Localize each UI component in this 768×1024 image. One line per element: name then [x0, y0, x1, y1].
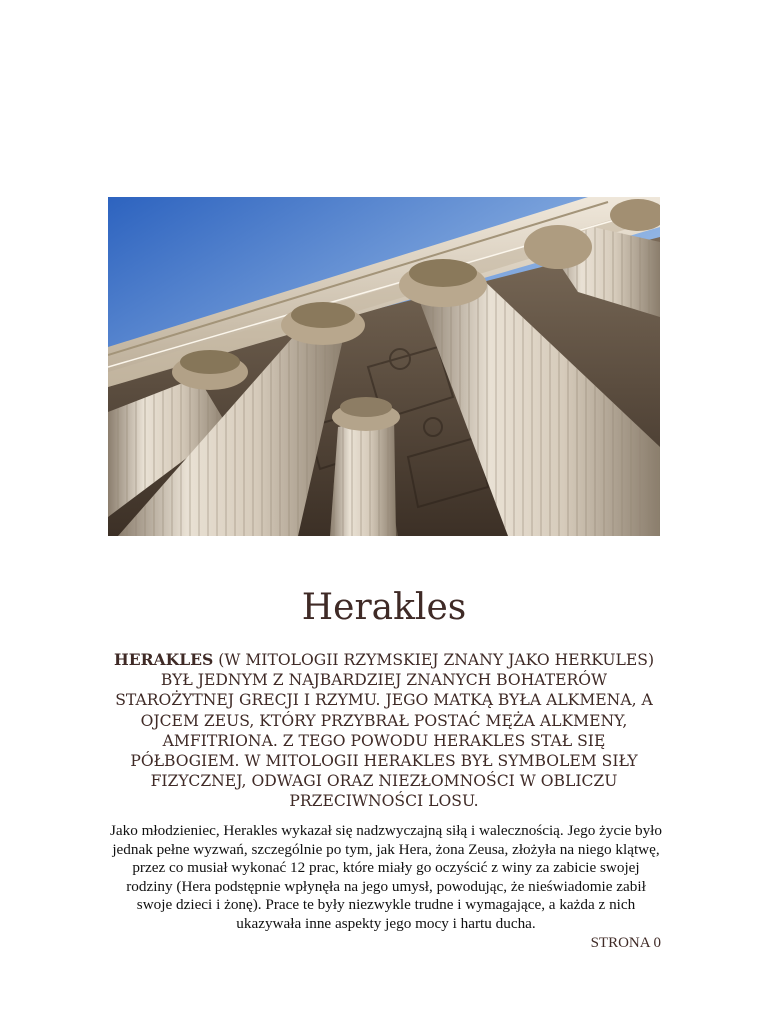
lead-bold-name: HERAKLES	[113, 650, 214, 669]
body-paragraph: Jako młodzieniec, Herakles wykazał się nadzwyczajną siłą i walecznością. Jego życie było jednak pełne wyzwań, szczególnie po tym, jak Hera, żona Zeusa, złożyła na niego klątwę, przez co musiał wykonać 12 prac, które miały go oczyścić z winy za zabicie swojej rodziny (Hera podstępnie wpłynęła na jego umysł, powodując, że nieświadomie zabił swoje dzieci i żonę). Prace te były niezwykle trudne i wymagające, a każda z nich ukazywała inne aspekty jego mocy i hartu ducha.	[109, 822, 662, 932]
page-number: STRONA 0	[590, 935, 661, 951]
lead-paragraph	[106, 650, 662, 812]
columns-photo	[108, 197, 660, 536]
page-title: Herakles	[301, 587, 467, 628]
lead-text: (W MITOLOGII RZYMSKIEJ ZNANY JAKO HERKULES) BYŁ JEDNYM Z NAJBARDZIEJ ZNANYCH BOHATERÓW STAROŻYTNEJ GRECJI I RZYMU. JEGO MATKĄ BYŁA ALKMENA, A OJCEM ZEUS, KTÓRY PRZYBRAŁ POSTAĆ MĘŻA ALKMENY, AMFITRIONA. Z TEGO POWODU HERAKLES STAŁ SIĘ PÓŁBOGIEM. W MITOLOGII HERAKLES BYŁ SYMBOLEM SIŁY FIZYCZNEJ, ODWAGI ORAZ NIEZŁOMNOŚCI W OBLICZU PRZECIWNOŚCI LOSU.	[115, 651, 655, 811]
